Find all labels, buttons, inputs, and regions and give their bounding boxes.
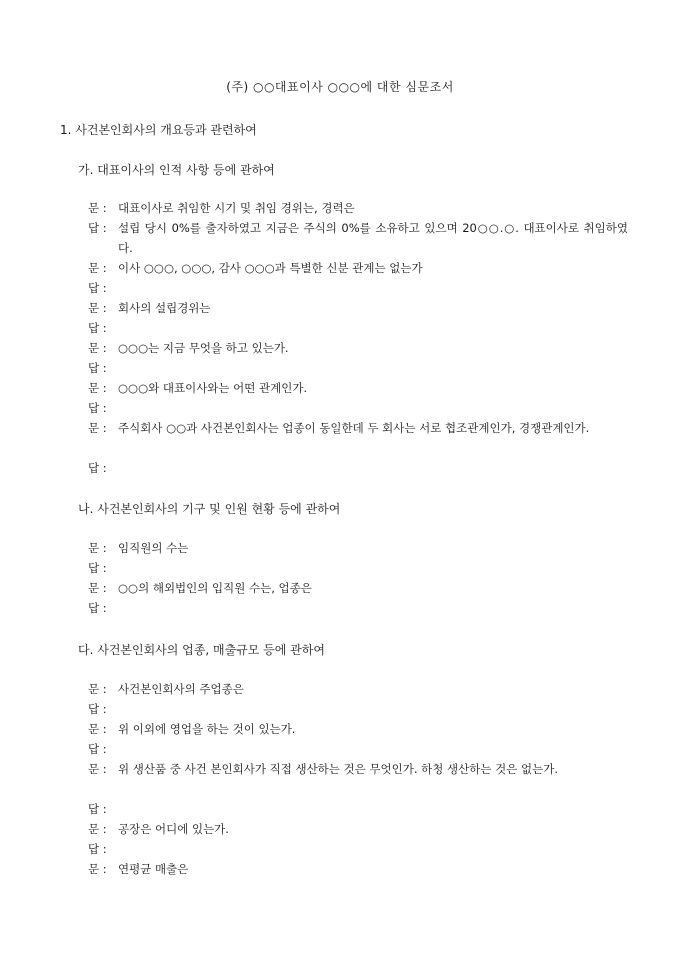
answer-label: 답 : <box>88 221 107 235</box>
answer-label: 답 : <box>88 401 107 415</box>
question-label: 문 : <box>88 201 107 215</box>
answer-label: 답 : <box>88 742 107 756</box>
question-line <box>88 719 628 739</box>
question-label: 문 : <box>88 762 107 776</box>
question-line <box>88 819 628 839</box>
answer-line <box>88 558 628 578</box>
question-line <box>88 538 628 558</box>
question-line <box>88 578 628 598</box>
question-line <box>88 198 628 218</box>
answer-label: 답 : <box>88 842 107 856</box>
qa-block-da <box>88 679 628 879</box>
subsection-heading-da: 다. 사건본인회사의 업종, 매출규모 등에 관하여 <box>78 643 325 657</box>
answer-label: 답 : <box>88 561 107 575</box>
question-text: 주식회사 ○○과 사건본인회사는 업종이 동일한데 두 회사는 서로 협조관계인가, 경쟁관계인가. <box>118 421 590 435</box>
answer-label: 답 : <box>88 702 107 716</box>
answer-line <box>88 318 628 338</box>
answer-line <box>88 739 628 759</box>
subsection-heading-na: 나. 사건본인회사의 기구 및 인원 현황 등에 관하여 <box>78 502 341 516</box>
answer-line <box>88 799 628 819</box>
subsection-heading-ga: 가. 대표이사의 인적 사항 등에 관하여 <box>78 163 275 177</box>
question-line <box>88 418 628 458</box>
answer-line <box>88 358 628 378</box>
question-label: 문 : <box>88 822 107 836</box>
question-label: 문 : <box>88 261 107 275</box>
question-line <box>88 679 628 699</box>
question-line <box>88 258 628 278</box>
answer-line <box>88 598 628 618</box>
question-label: 문 : <box>88 301 107 315</box>
question-text: 사건본인회사의 주업종은 <box>118 682 244 696</box>
question-text: 이사 ○○○, ○○○, 감사 ○○○과 특별한 신분 관계는 없는가 <box>118 261 423 275</box>
question-label: 문 : <box>88 421 107 435</box>
answer-text: 설립 당시 0%를 출자하였고 지금은 주식의 0%를 소유하고 있으며 20○○.○. 대표이사로 취임하였다. <box>118 221 628 255</box>
question-line <box>88 298 628 318</box>
question-line <box>88 759 628 799</box>
question-text: 임직원의 수는 <box>118 541 189 555</box>
qa-block-ga <box>88 198 628 478</box>
question-label: 문 : <box>88 682 107 696</box>
answer-label: 답 : <box>88 281 107 295</box>
question-line <box>88 378 628 398</box>
question-text: 위 생산품 중 사건 본인회사가 직접 생산하는 것은 무엇인가. 하청 생산하는 것은 없는가. <box>118 762 558 776</box>
question-line <box>88 338 628 358</box>
document-title: (주) ○○대표이사 ○○○에 대한 심문조서 <box>226 80 454 94</box>
answer-line <box>88 839 628 859</box>
question-label: 문 : <box>88 722 107 736</box>
question-label: 문 : <box>88 541 107 555</box>
answer-line <box>88 278 628 298</box>
answer-line <box>88 398 628 418</box>
question-label: 문 : <box>88 581 107 595</box>
question-text: 대표이사로 취임한 시기 및 취임 경위는, 경력은 <box>118 201 355 215</box>
answer-label: 답 : <box>88 461 107 475</box>
question-text: ○○의 해외법인의 입직원 수는, 업종은 <box>118 581 312 595</box>
question-text: 연평균 매출은 <box>118 862 189 876</box>
question-label: 문 : <box>88 381 107 395</box>
question-label: 문 : <box>88 862 107 876</box>
answer-label: 답 : <box>88 802 107 816</box>
question-text: 위 이외에 영업을 하는 것이 있는가. <box>118 722 296 736</box>
section-heading: 1. 사건본인회사의 개요등과 관련하여 <box>60 123 257 137</box>
answer-label: 답 : <box>88 601 107 615</box>
question-text: 회사의 설립경위는 <box>118 301 211 315</box>
question-line <box>88 859 628 879</box>
answer-line <box>88 218 628 258</box>
question-text: ○○○는 지금 무엇을 하고 있는가. <box>118 341 289 355</box>
answer-line <box>88 458 628 478</box>
question-label: 문 : <box>88 341 107 355</box>
answer-label: 답 : <box>88 321 107 335</box>
answer-label: 답 : <box>88 361 107 375</box>
question-text: 공장은 어디에 있는가. <box>118 822 229 836</box>
question-text: ○○○와 대표이사와는 어떤 관계인가. <box>118 381 308 395</box>
qa-block-na <box>88 538 628 618</box>
answer-line <box>88 699 628 719</box>
